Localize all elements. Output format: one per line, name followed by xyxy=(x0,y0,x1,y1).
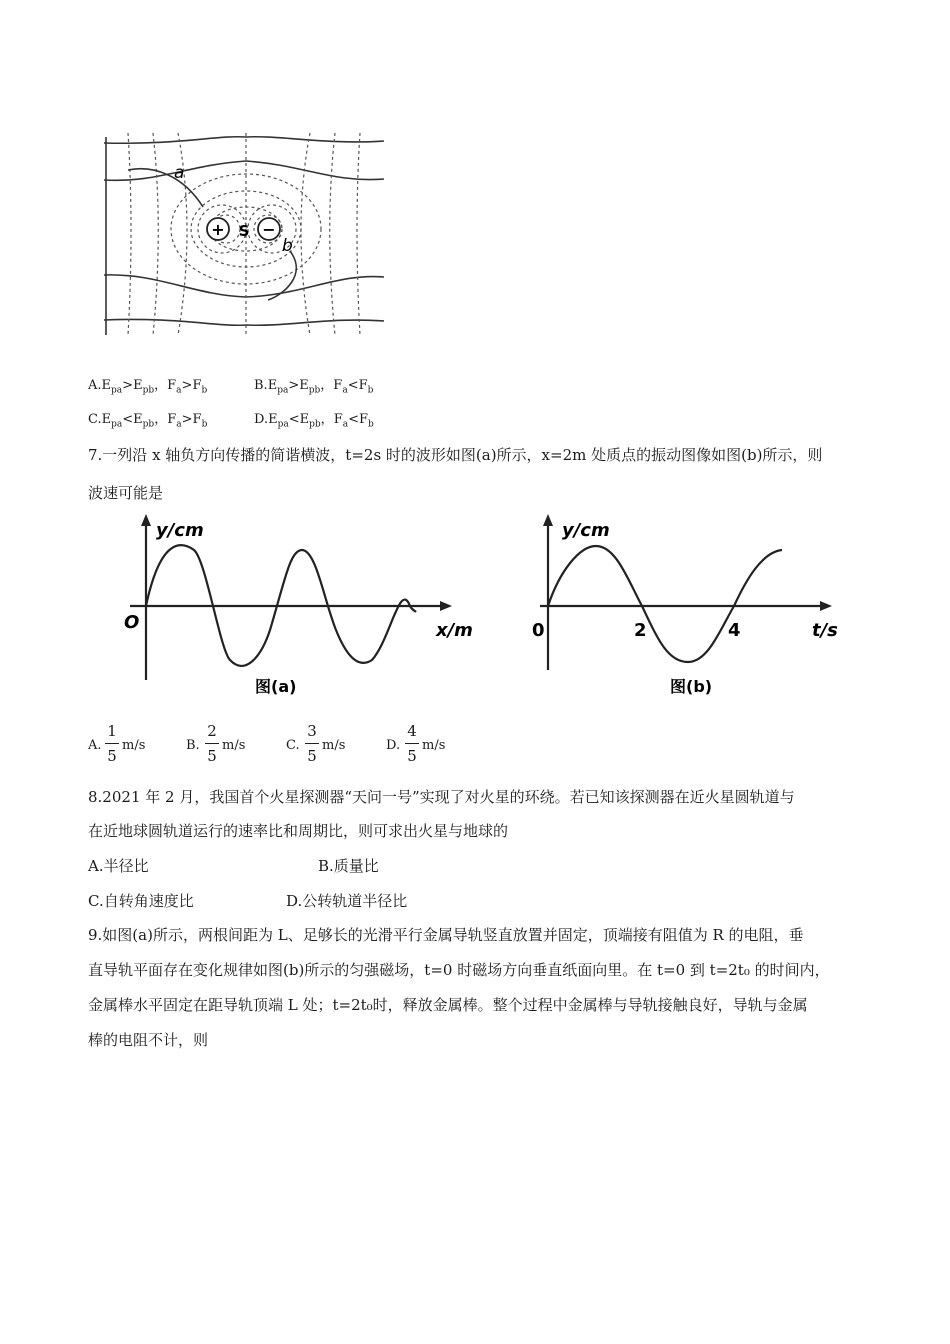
numerator: 4 xyxy=(407,722,417,740)
relation: > xyxy=(181,412,193,427)
wave-figure-a xyxy=(110,510,490,700)
energy-subscript: pa xyxy=(111,419,123,430)
force-symbol: F xyxy=(333,378,343,393)
q7-option-b[interactable] xyxy=(186,722,296,768)
numerator: 2 xyxy=(207,722,217,740)
q9-stem-line3: 金属棒水平固定在距导轨顶端 L 处；t=2t₀时，释放金属棒。整个过程中金属棒与导轨接触良好，导轨与金属 xyxy=(88,996,808,1014)
t-axis-label: t/s xyxy=(812,620,838,641)
s-mark: S xyxy=(238,222,250,240)
energy-subscript: pb xyxy=(308,385,321,396)
option-letter: A. xyxy=(88,738,102,753)
force-subscript: b xyxy=(201,419,208,430)
fraction-bar xyxy=(305,743,319,744)
q7-stem-line1: 7.一列沿 x 轴负方向传播的简谐横波，t=2s 时的波形如图(a)所示，x=2m 处质点的振动图像如图(b)所示，则 xyxy=(88,446,823,464)
option-letter: A. xyxy=(88,378,102,393)
q7-stem-line2: 波速可能是 xyxy=(88,484,164,502)
y-axis-label: y/cm xyxy=(156,520,204,541)
energy-symbol: E xyxy=(101,412,112,427)
force-symbol: F xyxy=(167,378,177,393)
energy-symbol: E xyxy=(101,378,112,393)
energy-subscript: pa xyxy=(277,385,289,396)
energy-subscript: pb xyxy=(309,419,321,430)
separator: ， xyxy=(320,378,334,393)
q6-option-a[interactable] xyxy=(88,378,207,399)
unit: m/s xyxy=(422,738,446,753)
relation: > xyxy=(181,378,193,393)
figure-caption: 图(b) xyxy=(670,677,713,696)
denominator: 5 xyxy=(307,747,317,765)
q9-stem-line2: 直导轨平面存在变化规律如图(b)所示的匀强磁场，t=0 时磁场方向垂直纸面向里。在 t=0 到 t=2t₀ 的时间内， xyxy=(88,961,830,979)
numerator: 1 xyxy=(107,722,117,740)
denominator: 5 xyxy=(407,747,417,765)
relation: < xyxy=(288,412,300,427)
q8-stem-line2: 在近地球圆轨道运行的速率比和周期比，则可求出火星与地球的 xyxy=(88,822,509,840)
option-letter: B. xyxy=(186,738,200,753)
q9-stem-line1: 9.如图(a)所示，两根间距为 L、足够长的光滑平行金属导轨竖直放置并固定，顶端接有阻值为 R 的电阻，垂 xyxy=(88,926,804,944)
plus-sign: + xyxy=(211,220,225,239)
option-letter: C. xyxy=(88,412,102,427)
unit: m/s xyxy=(122,738,146,753)
y-axis-label: y/cm xyxy=(562,520,610,541)
q6-option-c[interactable] xyxy=(88,412,207,433)
fraction-bar xyxy=(405,743,419,744)
unit: m/s xyxy=(222,738,246,753)
option-letter: D. xyxy=(386,738,401,753)
energy-symbol: E xyxy=(267,378,278,393)
energy-symbol: E xyxy=(268,412,278,427)
minus-sign: − xyxy=(262,220,276,239)
fraction xyxy=(104,722,120,768)
origin-label: O xyxy=(124,612,140,633)
force-subscript: a xyxy=(176,419,182,430)
relation: < xyxy=(347,378,359,393)
tick-2-label: 2 xyxy=(634,620,647,641)
x-axis-label: x/m xyxy=(436,620,473,641)
vibration-figure-b xyxy=(520,510,850,700)
fraction xyxy=(204,722,220,768)
force-symbol: F xyxy=(167,412,177,427)
q8-option-b[interactable]: B.质量比 xyxy=(318,857,379,875)
option-letter: B. xyxy=(254,378,268,393)
point-b-label: b xyxy=(282,236,293,256)
q8-option-d[interactable]: D.公转轨道半径比 xyxy=(286,892,408,910)
unit: m/s xyxy=(322,738,346,753)
energy-symbol: E xyxy=(133,378,143,393)
force-symbol: F xyxy=(192,378,202,393)
denominator: 5 xyxy=(207,747,217,765)
relation: > xyxy=(288,378,300,393)
q8-stem-line1: 8.2021 年 2 月，我国首个火星探测器“天问一号”实现了对火星的环绕。若已知该探测器在近火星圆轨道与 xyxy=(88,788,795,806)
q8-option-a[interactable]: A.半径比 xyxy=(88,857,149,875)
option-letter: C. xyxy=(286,738,300,753)
point-a-label: a xyxy=(174,163,185,183)
energy-subscript: pb xyxy=(142,385,155,396)
relation: < xyxy=(348,412,359,427)
separator: ， xyxy=(154,378,168,393)
relation: > xyxy=(122,378,134,393)
fraction-bar xyxy=(105,743,119,744)
fraction xyxy=(404,722,420,768)
numerator: 3 xyxy=(307,722,317,740)
force-symbol: F xyxy=(333,412,343,427)
force-symbol: F xyxy=(358,378,368,393)
energy-symbol: E xyxy=(299,378,309,393)
q8-option-c[interactable]: C.自转角速度比 xyxy=(88,892,194,910)
q7-option-d[interactable] xyxy=(386,722,496,768)
energy-symbol: E xyxy=(133,412,143,427)
q9-stem-line4: 棒的电阻不计，则 xyxy=(88,1031,209,1049)
force-subscript: b xyxy=(367,385,374,396)
q6-option-d[interactable] xyxy=(254,412,374,433)
energy-symbol: E xyxy=(299,412,310,427)
force-subscript: a xyxy=(342,385,348,396)
q7-option-c[interactable] xyxy=(286,722,396,768)
energy-subscript: pa xyxy=(111,385,123,396)
figure-caption: 图(a) xyxy=(255,677,297,696)
separator: ， xyxy=(154,412,168,427)
q6-option-b[interactable] xyxy=(254,378,373,399)
fraction-bar xyxy=(205,743,219,744)
vibration-curve-b xyxy=(548,546,782,662)
force-subscript: b xyxy=(368,419,374,430)
tick-4-label: 4 xyxy=(728,620,741,641)
denominator: 5 xyxy=(107,747,117,765)
separator: ， xyxy=(320,412,334,427)
option-letter: D. xyxy=(254,412,269,427)
dipole-field-figure xyxy=(98,125,390,340)
q7-option-a[interactable] xyxy=(88,722,198,768)
force-subscript: a xyxy=(176,385,182,396)
relation: < xyxy=(122,412,134,427)
force-symbol: F xyxy=(192,412,202,427)
force-subscript: b xyxy=(201,385,208,396)
force-symbol: F xyxy=(359,412,369,427)
force-subscript: a xyxy=(342,419,349,430)
fraction xyxy=(304,722,320,768)
energy-subscript: pb xyxy=(142,419,155,430)
origin-label: 0 xyxy=(532,620,545,641)
energy-subscript: pa xyxy=(277,419,289,430)
